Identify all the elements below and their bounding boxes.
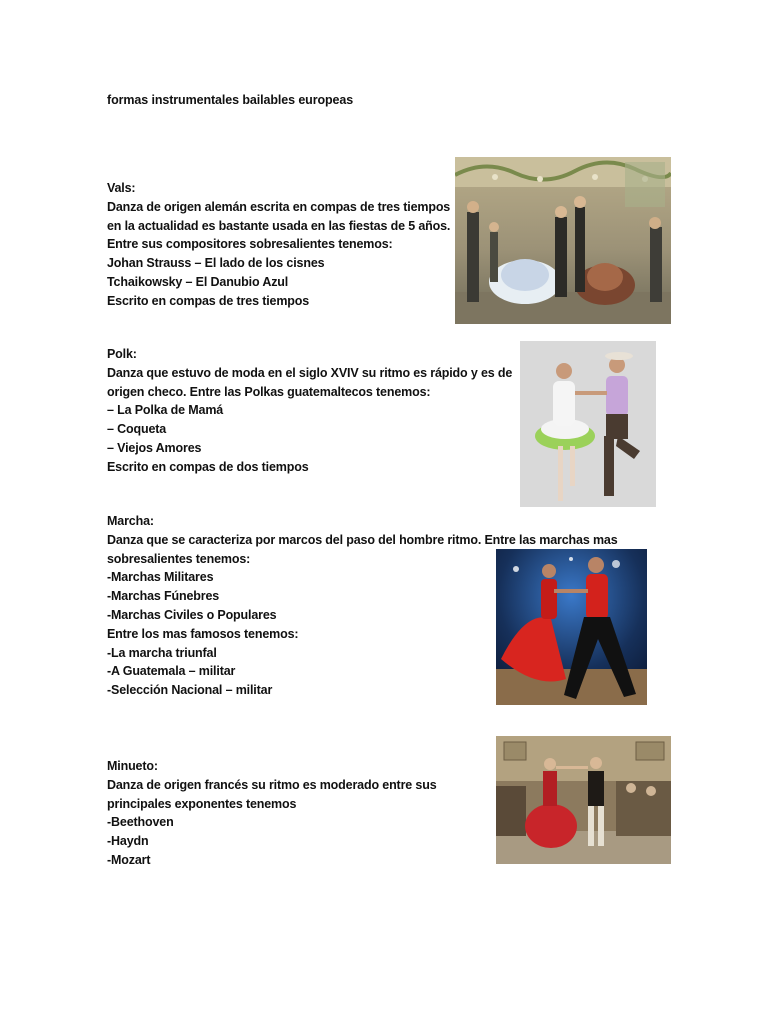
section-heading: Polk: <box>107 347 137 361</box>
section-line: Danza de origen alemán escrita en compas de tres tiempos <box>107 199 451 214</box>
section-line: Escrito en compas de tres tiempos <box>107 293 310 308</box>
section-line: -Haydn <box>107 834 149 849</box>
section-line: Entre sus compositores sobresalientes tenemos: <box>107 237 393 252</box>
section-line: Entre los mas famosos tenemos: <box>107 626 299 641</box>
section-line: -Marchas Militares <box>107 570 214 585</box>
minuet-painting-image <box>496 736 671 864</box>
section-line: Escrito en compas de dos tiempos <box>107 459 309 474</box>
section-line: – Viejos Amores <box>107 440 202 455</box>
section-line: Johan Strauss – El lado de los cisnes <box>107 256 325 271</box>
section-minueto <box>107 757 437 870</box>
section-heading: Vals: <box>107 181 136 195</box>
section-line: -Mozart <box>107 852 151 867</box>
section-heading: Minueto: <box>107 759 158 773</box>
section-line: Tchaikowsky – El Danubio Azul <box>107 274 289 289</box>
section-line: – Coqueta <box>107 422 167 437</box>
section-line: -A Guatemala – militar <box>107 664 236 679</box>
section-line: -Marchas Civiles o Populares <box>107 607 277 622</box>
section-line: origen checo. Entre las Polkas guatemaltecos tenemos: <box>107 384 431 399</box>
ballroom-couple-image <box>496 549 647 705</box>
section-line: en la actualidad es bastante usada en las fiestas de 5 años. <box>107 218 451 233</box>
section-line: -Marchas Fúnebres <box>107 589 220 604</box>
section-line: sobresalientes tenemos: <box>107 551 251 566</box>
section-line: -Selección Nacional – militar <box>107 683 273 698</box>
section-line: Danza que estuvo de moda en el siglo XVIV su ritmo es rápido y es de <box>107 365 513 380</box>
section-line: Danza que se caracteriza por marcos del paso del hombre ritmo. Entre las marchas mas <box>107 532 618 547</box>
section-vals <box>107 179 450 311</box>
section-line: – La Polka de Mamá <box>107 403 224 418</box>
section-line: principales exponentes tenemos <box>107 796 297 811</box>
section-line: Danza de origen francés su ritmo es moderado entre sus <box>107 777 437 792</box>
section-line: -Beethoven <box>107 815 174 830</box>
polka-dancers-image <box>520 341 656 507</box>
section-heading: Marcha: <box>107 514 154 528</box>
section-line: -La marcha triunfal <box>107 645 217 660</box>
waltz-painting-image <box>455 157 671 324</box>
document-title: formas instrumentales bailables europeas <box>107 93 354 107</box>
section-polk <box>107 345 512 477</box>
